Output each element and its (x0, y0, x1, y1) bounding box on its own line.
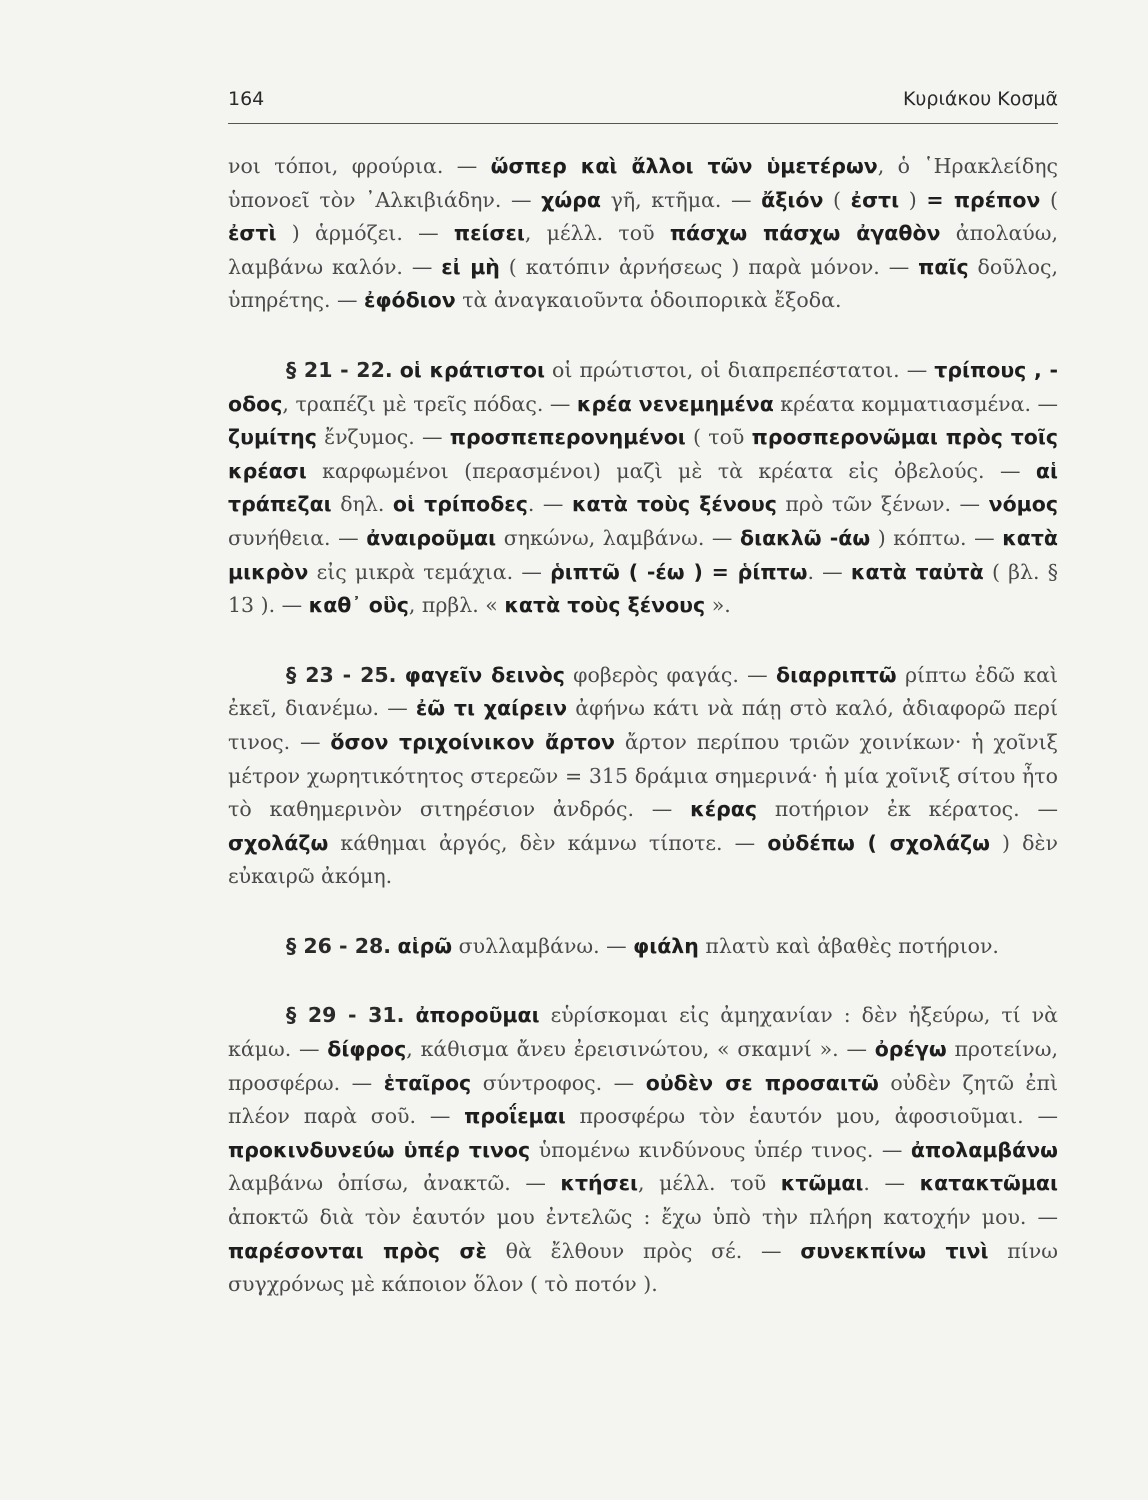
commentary-paragraph (228, 930, 1058, 964)
lemma-term: ὅσον τριχοίνικον ἄρτον (330, 729, 615, 754)
commentary-block (228, 659, 1058, 894)
gloss-text: , μέλλ. τοῦ (638, 1171, 781, 1196)
gloss-text: ( βλ. § 13 ). — (228, 559, 1058, 618)
gloss-text: ἔνζυμος. — (316, 425, 450, 450)
gloss-text: εὑρίσκομαι εἰς ἀμηχανίαν : δὲν ἠξεύρω, τί νὰ κάμω. — (228, 1003, 1059, 1062)
gloss-text: πρὸ τῶν ξένων. — (776, 492, 989, 517)
gloss-text: , τραπέζι μὲ τρεῖς πόδας. — (282, 391, 577, 416)
gloss-text: ὑπομένω κινδύνους ὑπέρ τινος. — (530, 1137, 911, 1162)
lemma-term: εἰ μὴ (441, 254, 500, 279)
gloss-text: συλλαμβάνω. — (452, 933, 634, 958)
gloss-text: , μέλλ. τοῦ (524, 221, 670, 246)
lemma-term: πείσει (453, 221, 525, 246)
gloss-text: ) (899, 187, 927, 212)
lemma-term: κατὰ τοὺς ξένους (571, 492, 777, 517)
lemma-term: οὐδὲν σε προσαιτῶ (645, 1070, 879, 1095)
section-label: § 26 - 28. (286, 933, 392, 958)
lemma-term: ἀναιροῦμαι (366, 525, 497, 550)
gloss-text: σύντροφος. — (471, 1070, 646, 1095)
gloss-text: κάθημαι ἀργός, δὲν κάμνω τίποτε. — (328, 830, 768, 855)
lemma-term: κατὰ μικρὸν (228, 525, 1059, 584)
lemma-term: παρέσονται πρὸς σὲ (228, 1238, 487, 1263)
section-label: § 21 - 22. (286, 357, 393, 382)
lemma-term: κρέα νενεμημένα (576, 391, 774, 416)
gloss-text: νοι τόποι, φρούρια. — (228, 154, 491, 178)
lemma-term: ἐῶ τι χαίρειν (415, 696, 568, 721)
gloss-text: φοβερὸς φαγάς. — (564, 662, 777, 687)
gloss-text: ἀφήνω κάτι νὰ πάῃ στὸ καλό, ἀδιαφορῶ περί τινος. — (228, 696, 1058, 754)
gloss-text: προσφέρω τὸν ἑαυτόν μου, ἀφοσιοῦμαι. — (565, 1104, 1059, 1129)
gloss-text: . — (863, 1171, 920, 1196)
gloss-text: ) κόπτω. — (870, 525, 1003, 550)
lemma-term: νόμος (988, 492, 1058, 517)
gloss-text: ( κατόπιν ἀρνήσεως ) παρὰ μόνον. — (499, 254, 919, 279)
gloss-text: ) δὲν εὐκαιρῶ ἀκόμη. (228, 830, 1058, 889)
lemma-term: αἱ τράπεζαι (228, 458, 1058, 517)
gloss-text: οὐδὲν ζητῶ ἐπὶ πλέον παρὰ σοῦ. — (228, 1070, 1058, 1129)
commentary-paragraph (228, 659, 1058, 894)
lemma-term: σχολάζω (228, 830, 329, 855)
lemma-term: ἐφόδιον (364, 288, 456, 313)
lemma-term: αἱρῶ (397, 933, 453, 958)
lemma-term: κτῶμαι (780, 1171, 864, 1196)
lemma-term: προΐεμαι (464, 1104, 566, 1129)
gloss-text: τὰ ἀναγκαιοῦντα ὁδοιπορικὰ ἔξοδα. (455, 288, 842, 313)
gloss-text: δηλ. (331, 492, 393, 517)
gloss-text: εἰς μικρὰ τεμάχια. — (308, 559, 551, 584)
commentary-block (228, 150, 1058, 318)
lemma-term: διαρριπτῶ (776, 662, 897, 687)
lemma-term: καθ᾽ οὓς (308, 593, 409, 618)
gloss-text: ». (705, 593, 731, 618)
section-label: § 23 - 25. (286, 662, 397, 687)
lemma-term: συνεκπίνω τινὶ (800, 1238, 989, 1263)
lemma-term: κατακτῶμαι (919, 1171, 1058, 1196)
lemma-term: φιάλη (633, 933, 699, 958)
gloss-text: , κάθισμα ἄνευ ἐρεισινώτου, « σκαμνί ». — (406, 1037, 875, 1062)
gloss-text: . — (527, 492, 572, 517)
gloss-text: , ὁ ῾Ηρακλείδης ὑπονοεῖ τὸν ᾿Αλκιβιάδην. — (228, 154, 1059, 212)
lemma-term: ὀρέγω (874, 1037, 947, 1062)
lemma-term: ἀποροῦμαι (415, 1003, 540, 1028)
commentary-paragraph (228, 999, 1058, 1301)
lemma-term: ἐστὶ (228, 221, 277, 246)
lemma-term: οὐδέπω ( σχολάζω (767, 830, 990, 855)
page-number: 164 (228, 88, 265, 110)
gloss-text: ἀπολαύω, λαμβάνω καλόν. — (228, 221, 1058, 279)
gloss-text: ἄρτον περίπου τριῶν χοινίκων· ἡ χοῖνιξ μέτρον χωρητικότητος στερεῶν = 315 δράμια σημερινά· ἡ μία χοῖνιξ σίτου ἦτο τὸ καθημερινὸν σιτηρέσιον ἀνδρός. — (228, 729, 1058, 822)
gloss-text: ) ἁρμόζει. — (276, 221, 454, 246)
lemma-term: ἑταῖρος (383, 1070, 472, 1095)
lemma-term: ὥσπερ καὶ ἄλλοι τῶν ὑμετέρων (490, 154, 878, 178)
lemma-term: οἱ κράτιστοι (399, 357, 545, 382)
lemma-term: προκινδυνεύω ὑπέρ τινος (228, 1137, 531, 1162)
lemma-term: πάσχω πάσχω ἀγαθὸν (669, 221, 941, 246)
gloss-text: ἀποκτῶ διὰ τὸν ἑαυτόν μου ἐντελῶς : ἔχω ὑπὸ τὴν πλήρη κατοχήν μου. — (228, 1205, 1058, 1230)
lemma-term: ἐστι (850, 187, 900, 212)
gloss-text: ( (823, 187, 851, 212)
lemma-term: ῥιπτῶ ( -έω ) = ῥίπτω (550, 559, 808, 584)
lemma-term: = πρέπον (926, 187, 1041, 212)
gloss-text: ( (1040, 187, 1059, 212)
lemma-term: κατὰ τοὺς ξένους (504, 593, 706, 618)
lemma-term: τρίπους , - οδος (228, 357, 1058, 416)
lemma-term: ἄξιόν (761, 187, 824, 212)
lemma-term: φαγεῖν δεινὸς (404, 662, 565, 687)
running-title: Κυριάκου Κοσμᾶ (902, 88, 1058, 110)
lemma-term: κατὰ ταὐτὰ (850, 559, 984, 584)
lemma-term: προσπεπερονημένοι (449, 425, 686, 450)
commentary-block (228, 999, 1058, 1301)
gloss-text: θὰ ἔλθουν πρὸς σέ. — (486, 1238, 801, 1263)
gloss-text: πίνω συγχρόνως μὲ κάποιον ὅλον ( τὸ ποτόν ). (228, 1238, 1058, 1297)
lemma-term: κτήσει (560, 1171, 638, 1196)
lemma-term: προσπερονῶμαι πρὸς τοῖς κρέασι (228, 425, 1058, 483)
lemma-term: δίφρος (327, 1037, 407, 1062)
commentary-paragraph (228, 354, 1058, 623)
gloss-text: ( τοῦ (685, 425, 752, 450)
gloss-text: γῆ, κτῆμα. — (600, 187, 762, 212)
gloss-text: προτείνω, προσφέρω. — (228, 1037, 1059, 1095)
gloss-text: δοῦλος, ὑπηρέτης. — (228, 254, 1059, 313)
gloss-text: σηκώνω, λαμβάνω. — (496, 525, 741, 550)
gloss-text: ποτήριον ἐκ κέρατος. — (757, 797, 1058, 822)
gloss-text: . — (807, 559, 851, 584)
lemma-term: παῖς (918, 254, 969, 279)
gloss-text: , πρβλ. « (408, 593, 505, 618)
gloss-text: ρίπτω ἐδῶ καὶ ἐκεῖ, διανέμω. — (228, 662, 1058, 721)
commentary-block (228, 930, 1058, 964)
gloss-text: οἱ πρώτιστοι, οἱ διαπρεπέστατοι. — (544, 357, 935, 382)
gloss-text: συνήθεια. — (228, 525, 367, 550)
header-rule (228, 123, 1058, 124)
lemma-term: χώρα (541, 187, 601, 212)
lemma-term: ἀπολαμβάνω (910, 1137, 1058, 1162)
commentary-text (228, 150, 1058, 1338)
lemma-term: ζυμίτης (228, 425, 317, 450)
gloss-text: καρφωμένοι (περασμένοι) μαζὶ μὲ τὰ κρέατα εἰς ὀβελούς. — (306, 458, 1036, 483)
lemma-term: κέρας (690, 797, 758, 822)
commentary-paragraph (228, 150, 1058, 318)
lemma-term: οἱ τρίποδες (392, 492, 528, 517)
commentary-block (228, 354, 1058, 623)
section-label: § 29 - 31. (286, 1003, 405, 1028)
gloss-text: λαμβάνω ὀπίσω, ἀνακτῶ. — (228, 1171, 561, 1196)
gloss-text: πλατὺ καὶ ἀβαθὲς ποτήριον. (698, 933, 999, 958)
gloss-text: κρέατα κομματιασμένα. — (773, 391, 1059, 416)
lemma-term: διακλῶ -άω (740, 525, 871, 550)
